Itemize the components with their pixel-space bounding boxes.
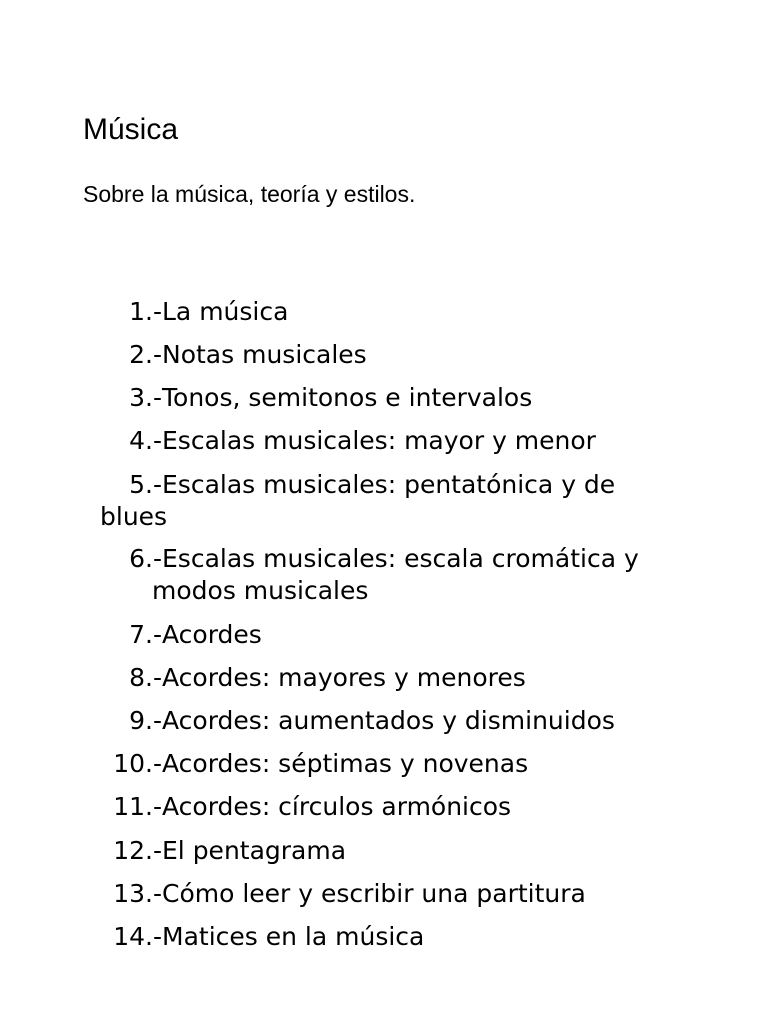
toc-item-title-continuation: modos musicales: [152, 576, 369, 605]
toc-item-number: 12.-: [113, 836, 162, 865]
toc-item-title: Escalas musicales: mayor y menor: [162, 426, 596, 455]
page-subtitle: Sobre la música, teoría y estilos.: [83, 181, 416, 207]
page-title: Música: [83, 113, 179, 146]
toc-item-number: 1.-: [129, 297, 162, 326]
toc-item-number: 2.-: [129, 340, 162, 369]
toc-item-number: 8.-: [129, 663, 162, 692]
toc-item-title: Escalas musicales: pentatónica y de: [162, 470, 616, 499]
toc-item-title: Acordes: séptimas y novenas: [162, 749, 529, 778]
toc-item-number: 10.-: [113, 749, 162, 778]
toc-item-title: Notas musicales: [162, 340, 367, 369]
toc-item-title: El pentagrama: [162, 836, 347, 865]
toc-item-number: 11.-: [113, 792, 162, 821]
toc-item-number: 9.-: [129, 706, 162, 735]
toc-item-number: 6.-: [129, 544, 162, 573]
toc-item-number: 13.-: [113, 879, 162, 908]
toc-item-title: Cómo leer y escribir una partitura: [162, 879, 586, 908]
toc-item-number: 4.-: [129, 426, 162, 455]
toc-item-number: 5.-: [129, 470, 162, 499]
toc-item-title: Acordes: círculos armónicos: [162, 792, 512, 821]
toc-item-title: Tonos, semitonos e intervalos: [162, 383, 533, 412]
toc-item-number: 14.-: [113, 922, 162, 951]
toc-item-title: La música: [162, 297, 289, 326]
toc-item-title-continuation: blues: [100, 502, 168, 531]
toc-item-title: Acordes: [162, 620, 262, 649]
toc-item-title: Matices en la música: [162, 922, 425, 951]
toc-item-number: 7.-: [129, 620, 162, 649]
toc-item-title: Escalas musicales: escala cromática y: [162, 544, 639, 573]
toc-item-title: Acordes: aumentados y disminuidos: [162, 706, 615, 735]
toc-item-number: 3.-: [129, 383, 162, 412]
toc-item-title: Acordes: mayores y menores: [162, 663, 526, 692]
